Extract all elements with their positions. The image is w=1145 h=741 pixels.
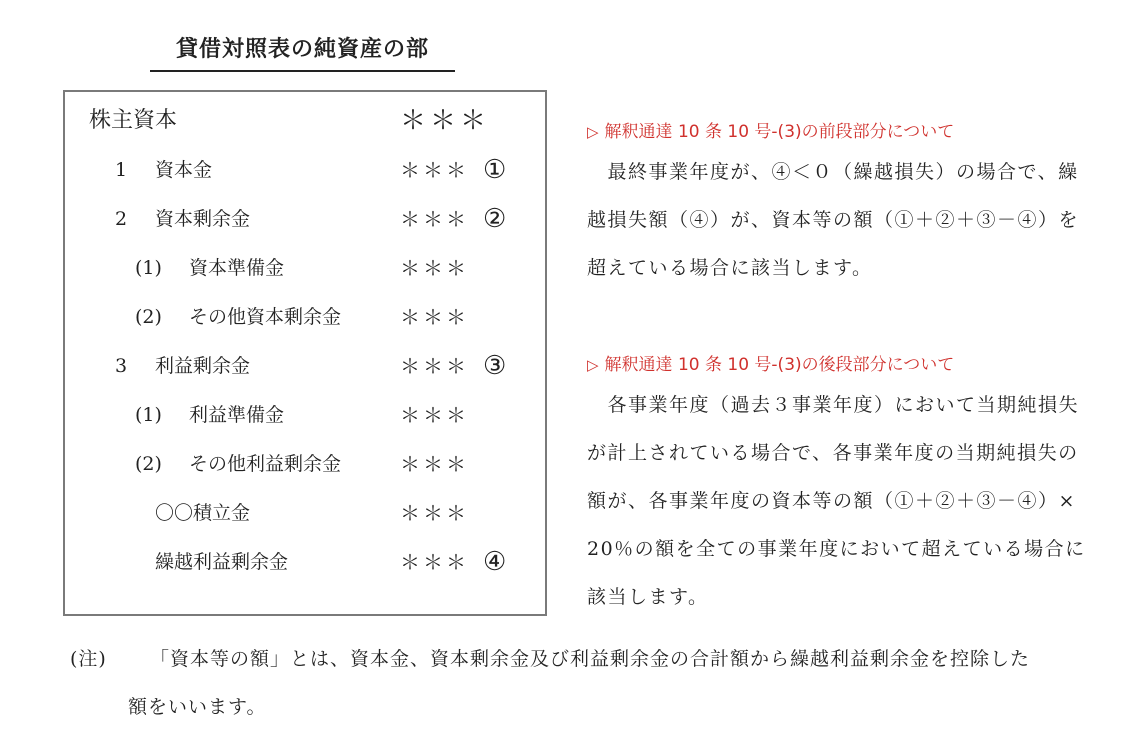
row-label: 繰越利益剰余金 (155, 551, 289, 573)
table-row (65, 253, 545, 283)
row-label: 〇〇積立金 (155, 502, 251, 524)
row-value: ＊＊＊ (400, 452, 469, 476)
circled-number: ② (483, 204, 507, 234)
row-value: ＊＊＊ (400, 501, 469, 525)
row-value: ＊＊＊ (400, 403, 469, 427)
row-value: ＊＊＊ (400, 207, 469, 231)
table-row (65, 449, 545, 479)
row-label: 資本準備金 (189, 257, 285, 279)
row-number: 1 (115, 159, 128, 181)
footnote-continuation: 額をいいます。 (128, 696, 267, 718)
triangle-right-icon: ▷ (587, 356, 599, 374)
section-paragraph-second-part (587, 381, 1117, 621)
row-label: 株主資本 (89, 108, 178, 133)
table-row (65, 351, 545, 381)
row-value: ＊＊＊ (400, 256, 469, 280)
table-row (65, 302, 545, 332)
table-row (65, 155, 545, 185)
row-number: 3 (115, 355, 128, 377)
circled-number: ① (483, 155, 507, 185)
heading-text: 解釈通達 10 条 10 号-(3)の後段部分について (604, 355, 955, 375)
page-title: 貸借対照表の純資産の部 (150, 30, 455, 72)
row-value: ＊＊＊ (400, 158, 469, 182)
heading-text: 解釈通達 10 条 10 号-(3)の前段部分について (604, 122, 955, 142)
paragraph-line: 額が、各事業年度の資本等の額（①＋②＋③－④）× (587, 490, 1076, 512)
row-label: 資本剰余金 (155, 208, 251, 230)
paragraph-line: が計上されている場合で、各事業年度の当期純損失の (587, 442, 1079, 464)
row-number: (2) (135, 306, 162, 328)
paragraph-line: 該当します。 (587, 586, 709, 608)
row-label: 利益準備金 (189, 404, 285, 426)
row-value: ＊＊＊ (400, 550, 469, 574)
row-value: ＊＊＊ (400, 305, 469, 329)
row-number: 2 (115, 208, 128, 230)
row-number: (2) (135, 453, 162, 475)
row-label: その他利益剰余金 (189, 453, 342, 475)
row-number: (1) (135, 257, 162, 279)
shareholders-equity-row (65, 106, 545, 136)
paragraph-line: 最終事業年度が、④＜０（繰越損失）の場合で、繰 (587, 161, 1079, 183)
section-heading-first-part (587, 117, 954, 142)
footnote-text: 「資本等の額」とは、資本金、資本剰余金及び利益剰余金の合計額から繰越利益剰余金を控除した (150, 648, 1031, 670)
paragraph-line: 越損失額（④）が、資本等の額（①＋②＋③－④）を (587, 209, 1080, 231)
row-label: 資本金 (155, 159, 213, 181)
footnote-prefix: (注) (70, 648, 107, 670)
table-row (65, 204, 545, 234)
row-value: ＊＊＊ (400, 354, 469, 378)
paragraph-line: 超えている場合に該当します。 (587, 257, 873, 279)
triangle-right-icon: ▷ (587, 123, 599, 141)
row-value: ＊＊＊ (400, 106, 491, 136)
section-heading-second-part (587, 350, 954, 375)
paragraph-line: 各事業年度（過去３事業年度）において当期純損失 (587, 394, 1080, 416)
row-label: 利益剰余金 (155, 355, 251, 377)
circled-number: ④ (483, 547, 507, 577)
paragraph-line: 20％の額を全ての事業年度において超えている場合に (587, 538, 1086, 560)
section-paragraph-first-part (587, 148, 1117, 292)
row-number: (1) (135, 404, 162, 426)
footnote (70, 635, 1130, 731)
balance-sheet-box (63, 90, 547, 616)
table-row (65, 498, 545, 528)
table-row (65, 547, 545, 577)
table-row (65, 400, 545, 430)
row-label: その他資本剰余金 (189, 306, 342, 328)
footnote-line (70, 635, 1130, 683)
circled-number: ③ (483, 351, 507, 381)
